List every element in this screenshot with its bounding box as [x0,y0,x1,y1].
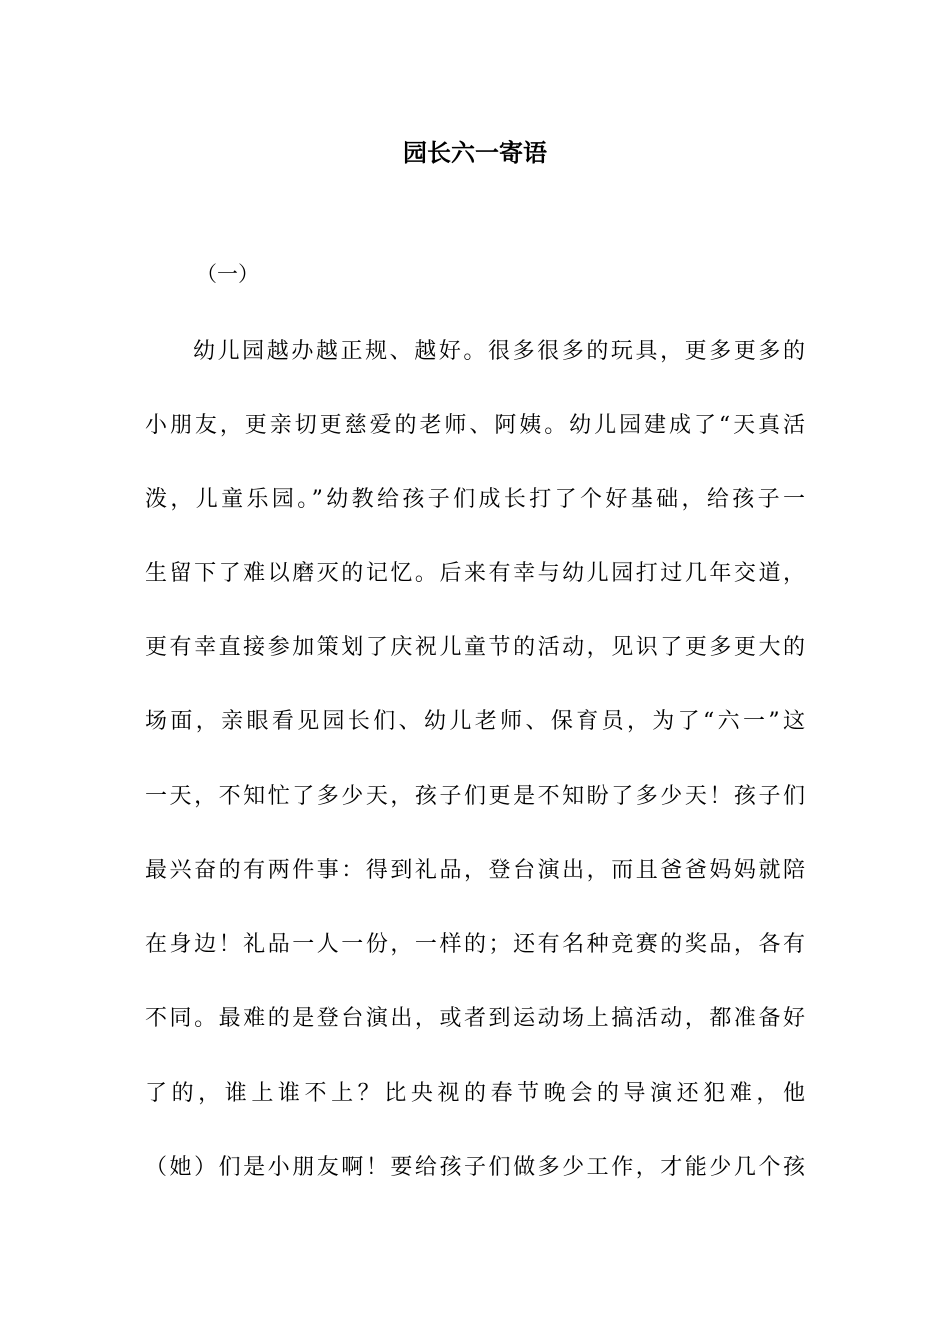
paragraph-line: 了的，谁上谁不上？比央视的春节晚会的导演还犯难，他 [145,1081,805,1106]
document-title: 园长六一寄语 [403,138,547,167]
paragraph-line: （她）们是小朋友啊！要给孩子们做多少工作，才能少几个孩 [145,1155,805,1180]
paragraph-line: 不同。最难的是登台演出，或者到运动场上搞活动，都准备好 [145,1006,805,1031]
paragraph-line: 更有幸直接参加策划了庆祝儿童节的活动，见识了更多更大的 [145,635,805,660]
paragraph-line: 泼，儿童乐园。”幼教给孩子们成长打了个好基础，给孩子一 [145,487,805,512]
paragraph-line: 在身边！礼品一人一份，一样的；还有名种竞赛的奖品，各有 [145,932,805,957]
section-label: （一） [196,262,259,286]
paragraph-line: 场面，亲眼看见园长们、幼儿老师、保育员，为了“六一”这 [145,709,805,734]
paragraph-line: 最兴奋的有两件事：得到礼品，登台演出，而且爸爸妈妈就陪 [145,858,805,883]
paragraph-line: 幼儿园越办越正规、越好。很多很多的玩具，更多更多的 [193,339,805,364]
paragraph-line: 生留下了难以磨灭的记忆。后来有幸与幼儿园打过几年交道， [145,561,805,586]
paragraph-line: 小朋友，更亲切更慈爱的老师、阿姨。幼儿园建成了“天真活 [145,413,805,438]
paragraph-line: 一天，不知忙了多少天，孩子们更是不知盼了多少天！孩子们 [145,784,805,809]
